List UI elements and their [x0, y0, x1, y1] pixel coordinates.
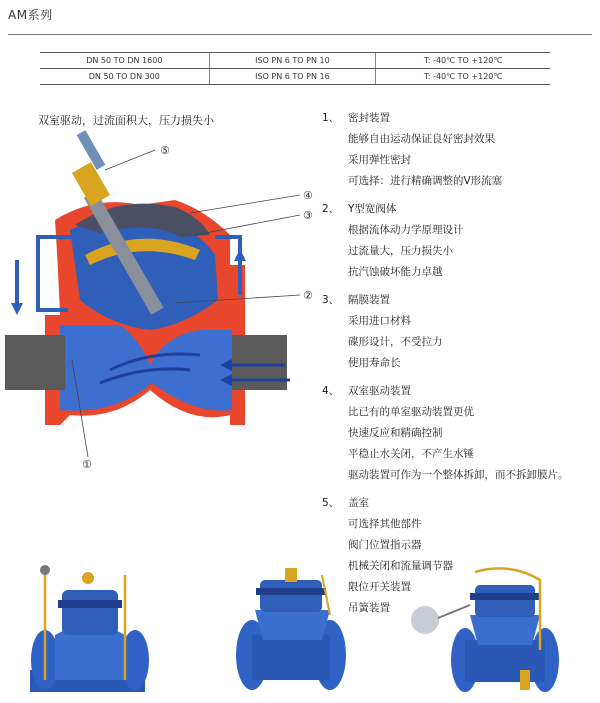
feature-block	[322, 110, 597, 188]
valve-cross-section-diagram	[0, 125, 320, 470]
feature-heading	[322, 383, 597, 398]
spec-temperature: T: -40℃ TO +120℃	[376, 53, 550, 69]
inlet-pipe	[5, 335, 65, 390]
callout-label: ②	[303, 289, 313, 302]
feature-number: 3、	[322, 294, 340, 306]
feature-heading	[322, 110, 597, 125]
callout-label: ⑤	[160, 144, 170, 157]
feature-title: 隔膜装置	[348, 294, 390, 306]
feature-title: 盖室	[348, 497, 369, 509]
top-divider	[8, 34, 592, 35]
feature-title: 双室驱动装置	[348, 385, 411, 397]
feature-item: 根据流体动力学原理设计	[348, 224, 464, 236]
feature-item: 比已有的单室驱动装置更优	[348, 406, 474, 418]
spec-temperature: T: -40℃ TO +120℃	[376, 69, 550, 85]
callout-label: ①	[82, 458, 92, 470]
feature-heading	[322, 495, 597, 510]
feature-item: 吊簧装置	[348, 602, 390, 614]
feature-title: 密封装置	[348, 112, 390, 124]
spec-size: DN 50 TO DN 300	[40, 69, 209, 85]
feature-block	[322, 383, 597, 482]
flow-arrow-head	[11, 303, 23, 315]
feature-item: 可选择其他部件	[348, 518, 422, 530]
feature-item: 抗汽蚀破坏能力卓越	[348, 266, 443, 278]
spec-table	[40, 52, 550, 85]
feature-list	[322, 110, 597, 628]
spec-row	[40, 53, 550, 69]
feature-item: 碟形设计，不受拉力	[348, 336, 443, 348]
feature-item: 使用寿命长	[348, 357, 401, 369]
feature-block	[322, 292, 597, 370]
feature-title: Y型宽阀体	[348, 203, 397, 215]
feature-heading	[322, 292, 597, 307]
outlet-pipe	[232, 335, 287, 390]
feature-item: 阀门位置指示器	[348, 539, 422, 551]
product-photos	[0, 560, 600, 703]
series-title: AM系列	[8, 8, 53, 22]
spec-size: DN 50 TO DN 1600	[40, 53, 209, 69]
feature-block	[322, 201, 597, 279]
feature-item: 机械关闭和流量调节器	[348, 560, 453, 572]
feature-item: 平稳止水关闭，不产生水锤	[348, 448, 474, 460]
valve-photo-2	[236, 568, 346, 690]
spec-pressure: ISO PN 6 TO PN 16	[209, 69, 376, 85]
top-fitting	[72, 162, 110, 206]
diagram-caption: 双室驱动，过流面积大，压力损失小	[38, 114, 214, 127]
callout-line	[105, 150, 155, 170]
spec-pressure: ISO PN 6 TO PN 10	[209, 53, 376, 69]
feature-heading	[322, 201, 597, 216]
feature-number: 2、	[322, 203, 340, 215]
feature-item: 能够自由运动保证良好密封效果	[348, 133, 495, 145]
valve-photo-1	[30, 565, 149, 692]
feature-item: 采用弹性密封	[348, 154, 411, 166]
flow-arrow-head	[234, 249, 246, 261]
feature-item: 可选择：进行精确调整的V形流塞	[348, 175, 503, 187]
feature-number: 4、	[322, 385, 340, 397]
callout-label: ④	[303, 189, 313, 202]
callout-label: ③	[303, 209, 313, 222]
feature-number: 1、	[322, 112, 340, 124]
feature-item: 过流量大，压力损失小	[348, 245, 453, 257]
feature-number: 5、	[322, 497, 340, 509]
feature-item: 驱动装置可作为一个整体拆卸，而不拆卸膜片。	[348, 469, 569, 481]
feature-item: 快速反应和精确控制	[348, 427, 443, 439]
valve-photo-3	[411, 568, 559, 692]
feature-item: 限位开关装置	[348, 581, 411, 593]
spec-row	[40, 69, 550, 85]
feature-item: 采用进口材料	[348, 315, 411, 327]
callout-line	[190, 195, 300, 213]
